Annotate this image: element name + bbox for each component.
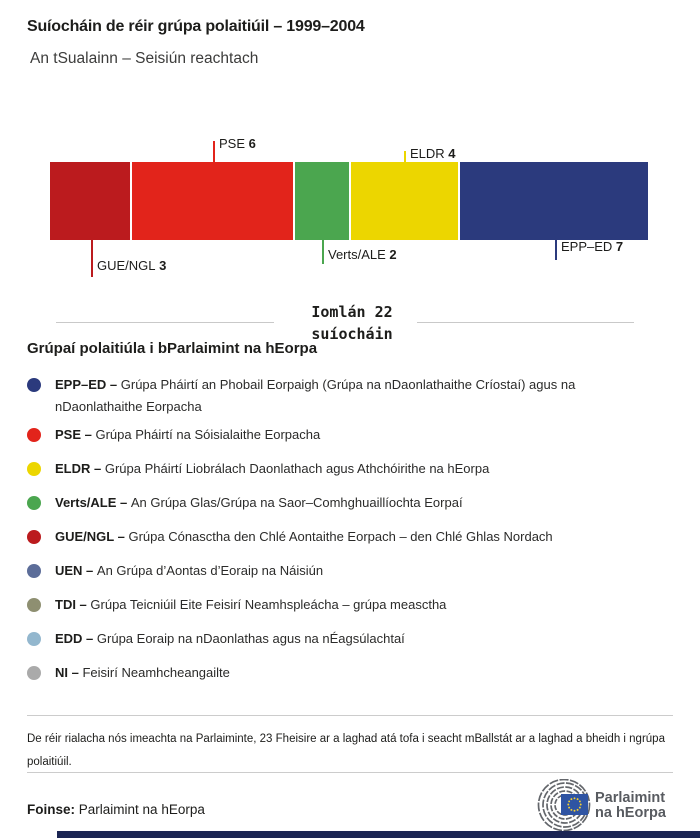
legend-item-text: PSE – Grúpa Pháirtí na Sóisialaithe Eorpacha — [55, 427, 321, 442]
bar-segment-gue-ngl — [50, 162, 130, 240]
stacked-seat-bar — [50, 162, 648, 240]
legend-item-text: Verts/ALE – An Grúpa Glas/Grúpa na Saor–Comhghuaillíochta Eorpaí — [55, 495, 463, 510]
legend-dot-icon — [27, 632, 41, 646]
bar-segment-verts-ale — [295, 162, 349, 240]
bar-segment-eldr — [351, 162, 458, 240]
legend-item-edd — [27, 628, 680, 650]
legend-item-text: GUE/NGL – Grúpa Cónasctha den Chlé Aontaithe Eorpach – den Chlé Ghlas Nordach — [55, 529, 553, 544]
source-line — [27, 802, 205, 817]
bar-segment-epp-ed — [460, 162, 648, 240]
callout-tick-verts-ale — [322, 240, 324, 264]
legend-item-eldr — [27, 458, 680, 480]
callout-tick-gue-ngl — [91, 240, 93, 277]
source-label: Foinse: — [27, 802, 76, 817]
legend-dot-icon — [27, 496, 41, 510]
legend-item-text: ELDR – Grúpa Pháirtí Liobrálach Daonlathach agus Athchóirithe na hEorpa — [55, 461, 490, 476]
total-divider-right — [417, 322, 634, 323]
total-divider-left — [56, 322, 274, 323]
footer-accent-bar — [57, 831, 700, 838]
legend-dot-icon — [27, 428, 41, 442]
logo-text-line2: na hEorpa — [595, 805, 666, 821]
eu-flag-icon — [561, 794, 588, 815]
callout-label-verts-ale: Verts/ALE 2 — [328, 247, 397, 262]
legend-item-text: UEN – An Grúpa d’Aontas d’Eoraip na Náisiún — [55, 563, 324, 578]
callout-label-gue-ngl: GUE/NGL 3 — [97, 258, 167, 273]
legend-dot-icon — [27, 462, 41, 476]
total-seats-label — [292, 301, 412, 345]
footnote-divider-top — [27, 715, 673, 716]
legend-item-pse — [27, 424, 680, 446]
legend-item-text: NI – Feisirí Neamhcheangailte — [55, 665, 230, 680]
legend-item-text: TDI – Grúpa Teicniúil Eite Feisirí Neamhspleácha – grúpa measctha — [55, 597, 447, 612]
legend — [27, 374, 680, 696]
legend-dot-icon — [27, 598, 41, 612]
callout-tick-pse — [213, 141, 215, 162]
total-line1: Iomlán 22 — [311, 303, 393, 321]
bar-segment-pse — [132, 162, 293, 240]
legend-dot-icon — [27, 378, 41, 392]
page-title: Suíocháin de réir grúpa polaitiúil – 1999–2004 — [27, 18, 365, 35]
footnote-text: De réir rialacha nós imeachta na Parlaiminte, 23 Fheisire ar a laghad atá tofa i seacht mBallstát ar a laghad a bheidh i ngrúpa polaitiúil. — [27, 733, 665, 768]
legend-item-text: EPP–ED – Grúpa Pháirtí an Phobail Eorpaigh (Grúpa na nDaonlathaithe Críostaí) agus na nDaonlathaithe Eorpacha — [55, 377, 576, 414]
page-subtitle: An tSualainn – Seisiún reachtach — [30, 50, 259, 67]
footnote-divider-bottom — [27, 772, 673, 773]
legend-item-uen — [27, 560, 680, 582]
callout-tick-eldr — [404, 151, 406, 162]
total-line2: suíocháin — [311, 325, 393, 343]
legend-item-tdi — [27, 594, 680, 616]
legend-item-ni — [27, 662, 680, 684]
legend-item-text: EDD – Grúpa Eoraip na nDaonlathas agus na nÉagsúlachtaí — [55, 631, 405, 646]
callout-tick-epp-ed — [555, 240, 557, 260]
legend-item-verts-ale — [27, 492, 680, 514]
legend-heading: Grúpaí polaitiúla i bParlaimint na hEorpa — [27, 340, 318, 357]
callout-label-pse: PSE 6 — [219, 136, 256, 151]
legend-dot-icon — [27, 564, 41, 578]
legend-dot-icon — [27, 530, 41, 544]
legend-item-gue-ngl — [27, 526, 680, 548]
logo-text-line1: Parlaimint — [595, 790, 666, 806]
source-text: Parlaimint na hEorpa — [78, 802, 205, 817]
european-parliament-logo — [531, 779, 696, 831]
callout-label-eldr: ELDR 4 — [410, 146, 456, 161]
legend-dot-icon — [27, 666, 41, 680]
callout-label-epp-ed: EPP–ED 7 — [561, 239, 624, 254]
legend-item-epp-ed — [27, 374, 680, 418]
